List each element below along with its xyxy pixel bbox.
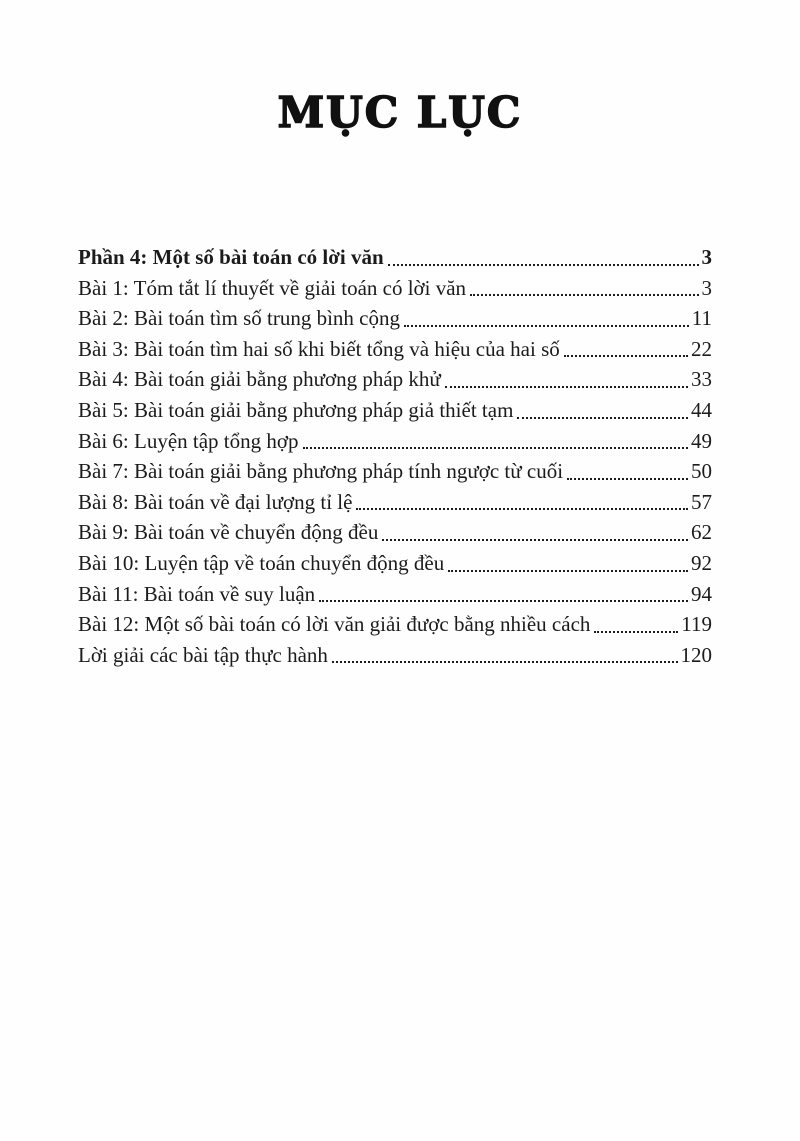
dot-leader — [448, 570, 688, 572]
toc-entry-label: Bài 3: Bài toán tìm hai số khi biết tổng và hiệu của hai số — [78, 336, 560, 361]
toc-row — [78, 487, 712, 518]
dot-leader — [388, 264, 699, 266]
toc-row — [78, 364, 712, 395]
toc-entry-page: 94 — [691, 581, 712, 606]
toc-entry-label: Bài 5: Bài toán giải bằng phương pháp giả thiết tạm — [78, 397, 514, 422]
toc-entry-label: Bài 9: Bài toán về chuyển động đều — [78, 520, 379, 545]
toc-row — [78, 517, 712, 548]
toc-row — [78, 303, 712, 334]
toc-entry-page: 92 — [691, 550, 712, 575]
dot-leader — [517, 417, 688, 419]
dot-leader — [382, 539, 688, 541]
toc-entry-label: Bài 1: Tóm tắt lí thuyết về giải toán có lời văn — [78, 275, 467, 300]
toc-entry-page: 49 — [691, 428, 712, 453]
toc-entry-page: 44 — [691, 397, 712, 422]
toc-list — [0, 242, 800, 670]
dot-leader — [356, 508, 688, 510]
toc-row — [78, 334, 712, 365]
toc-entry-page: 11 — [691, 306, 712, 331]
dot-leader — [564, 355, 688, 357]
dot-leader — [445, 386, 688, 388]
toc-row — [78, 640, 712, 671]
toc-entry-page: 3 — [701, 275, 712, 300]
dot-leader — [594, 631, 678, 633]
toc-entry-page: 120 — [680, 642, 712, 667]
toc-entry-label: Bài 8: Bài toán về đại lượng tỉ lệ — [78, 489, 353, 514]
toc-entry-label: Bài 12: Một số bài toán có lời văn giải được bằng nhiều cách — [78, 612, 591, 637]
toc-row — [78, 426, 712, 457]
toc-entry-label: Bài 7: Bài toán giải bằng phương pháp tính ngược từ cuối — [78, 459, 564, 484]
toc-row — [78, 548, 712, 579]
toc-entry-page: 57 — [691, 489, 712, 514]
toc-entry-page: 50 — [691, 459, 712, 484]
toc-entry-page: 33 — [691, 367, 712, 392]
toc-row — [78, 273, 712, 304]
toc-entry-label: Phần 4: Một số bài toán có lời văn — [78, 245, 384, 269]
dot-leader — [470, 294, 698, 296]
toc-entry-label: Bài 6: Luyện tập tổng hợp — [78, 428, 299, 453]
dot-leader — [332, 661, 678, 663]
toc-entry-page: 22 — [691, 336, 712, 361]
toc-row — [78, 609, 712, 640]
dot-leader — [303, 447, 689, 449]
toc-entry-page: 3 — [701, 245, 712, 269]
toc-entry-label: Bài 10: Luyện tập về toán chuyển động đều — [78, 550, 445, 575]
toc-entry-label: Bài 4: Bài toán giải bằng phương pháp khử — [78, 367, 441, 392]
dot-leader — [319, 600, 688, 602]
toc-row — [78, 242, 712, 273]
dot-leader — [567, 478, 688, 480]
dot-leader — [404, 325, 689, 327]
toc-entry-label: Bài 11: Bài toán về suy luận — [78, 581, 316, 606]
toc-row — [78, 395, 712, 426]
toc-entry-page: 62 — [691, 520, 712, 545]
toc-entry-label: Lời giải các bài tập thực hành — [78, 642, 328, 667]
page-title: MỤC LỤC — [277, 88, 523, 137]
toc-entry-page: 119 — [681, 612, 712, 637]
toc-row — [78, 579, 712, 610]
toc-entry-label: Bài 2: Bài toán tìm số trung bình cộng — [78, 306, 400, 331]
toc-row — [78, 456, 712, 487]
